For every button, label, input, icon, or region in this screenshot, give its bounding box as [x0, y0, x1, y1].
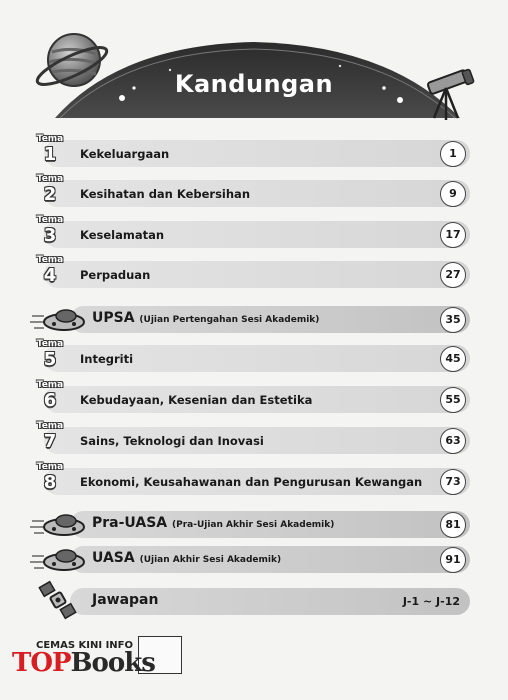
- tema-badge: [30, 172, 70, 212]
- page-number: 35: [440, 307, 466, 333]
- page-number: 73: [440, 469, 466, 495]
- footer-info-label: CEMAS KINI INFO: [36, 640, 134, 651]
- toc-label: Ekonomi, Keusahawanan dan Pengurusan Kewangan: [80, 475, 423, 489]
- tema-badge: [30, 213, 70, 253]
- toc-label: Keselamatan: [80, 228, 165, 242]
- toc-label: Kebudayaan, Kesenian dan Estetika: [80, 393, 313, 407]
- tema-word: Tema: [36, 462, 64, 472]
- tema-word: Tema: [36, 174, 64, 184]
- toc-label: Perpaduan: [80, 268, 151, 282]
- watermark-part2: Books: [70, 648, 155, 678]
- tema-number: 3: [43, 225, 57, 246]
- toc-row-tema-5[interactable]: [30, 339, 470, 375]
- tema-number: 8: [43, 472, 57, 493]
- page-number: 1: [440, 141, 466, 167]
- tema-badge: [30, 378, 70, 418]
- spaceship-icon: [30, 511, 88, 539]
- tema-number: 5: [43, 349, 57, 370]
- page-number: 27: [440, 262, 466, 288]
- tema-word: Tema: [36, 380, 64, 390]
- page-number: 45: [440, 346, 466, 372]
- toc-label: [92, 310, 319, 326]
- toc-row-tema-2[interactable]: [30, 174, 470, 210]
- tema-word: Tema: [36, 134, 64, 144]
- toc-row-tema-6[interactable]: [30, 380, 470, 416]
- page-number: 17: [440, 222, 466, 248]
- tema-number: 4: [43, 265, 57, 286]
- page-title: Kandungan: [174, 70, 334, 98]
- page-number: 9: [440, 181, 466, 207]
- toc-label: [92, 550, 281, 566]
- toc-row-tema-4[interactable]: [30, 255, 470, 291]
- tema-word: Tema: [36, 215, 64, 225]
- section-subtitle: (Ujian Pertengahan Sesi Akademik): [139, 315, 320, 325]
- watermark-logo: [12, 648, 155, 678]
- toc-label: Kesihatan dan Kebersihan: [80, 187, 251, 201]
- toc-label: Sains, Teknologi dan Inovasi: [80, 434, 264, 448]
- tema-number: 2: [43, 184, 57, 205]
- tema-word: Tema: [36, 421, 64, 431]
- toc-label: [92, 515, 334, 531]
- toc-row-tema-1[interactable]: [30, 134, 470, 170]
- spaceship-icon: [30, 546, 88, 574]
- tema-badge: [30, 419, 70, 459]
- toc-row-jawapan[interactable]: [30, 586, 470, 618]
- toc-label: Jawapan: [92, 592, 159, 608]
- header-banner: [0, 0, 508, 140]
- toc-row-tema-7[interactable]: [30, 421, 470, 457]
- page-number: 63: [440, 428, 466, 454]
- toc-row-tema-8[interactable]: [30, 462, 470, 498]
- tema-number: 1: [43, 144, 57, 165]
- tema-word: Tema: [36, 255, 64, 265]
- tema-number: 7: [43, 431, 57, 452]
- page-number: 81: [440, 512, 466, 538]
- spaceship-icon: [30, 306, 88, 334]
- tema-badge: [30, 253, 70, 293]
- toc-row-upsa[interactable]: [30, 304, 470, 336]
- section-title: UPSA: [92, 310, 135, 326]
- page-number: 55: [440, 387, 466, 413]
- watermark-part1: TOP: [12, 648, 71, 678]
- section-title: Pra-UASA: [92, 515, 168, 531]
- tema-word: Tema: [36, 339, 64, 349]
- toc-label: Kekeluargaan: [80, 147, 170, 161]
- tema-badge: [30, 132, 70, 172]
- toc-row-pra-uasa[interactable]: [30, 509, 470, 541]
- satellite-icon: [38, 580, 78, 620]
- page-number: 91: [440, 547, 466, 573]
- section-title: UASA: [92, 550, 135, 566]
- tema-number: 6: [43, 390, 57, 411]
- toc-row-uasa[interactable]: [30, 544, 470, 576]
- section-subtitle: (Pra-Ujian Akhir Sesi Akademik): [172, 520, 335, 530]
- tema-badge: [30, 460, 70, 500]
- section-subtitle: (Ujian Akhir Sesi Akademik): [139, 555, 282, 565]
- page-number: J-1 ~ J-12: [402, 595, 460, 608]
- tema-badge: [30, 337, 70, 377]
- toc-label: Integriti: [80, 352, 134, 366]
- toc-row-tema-3[interactable]: [30, 215, 470, 251]
